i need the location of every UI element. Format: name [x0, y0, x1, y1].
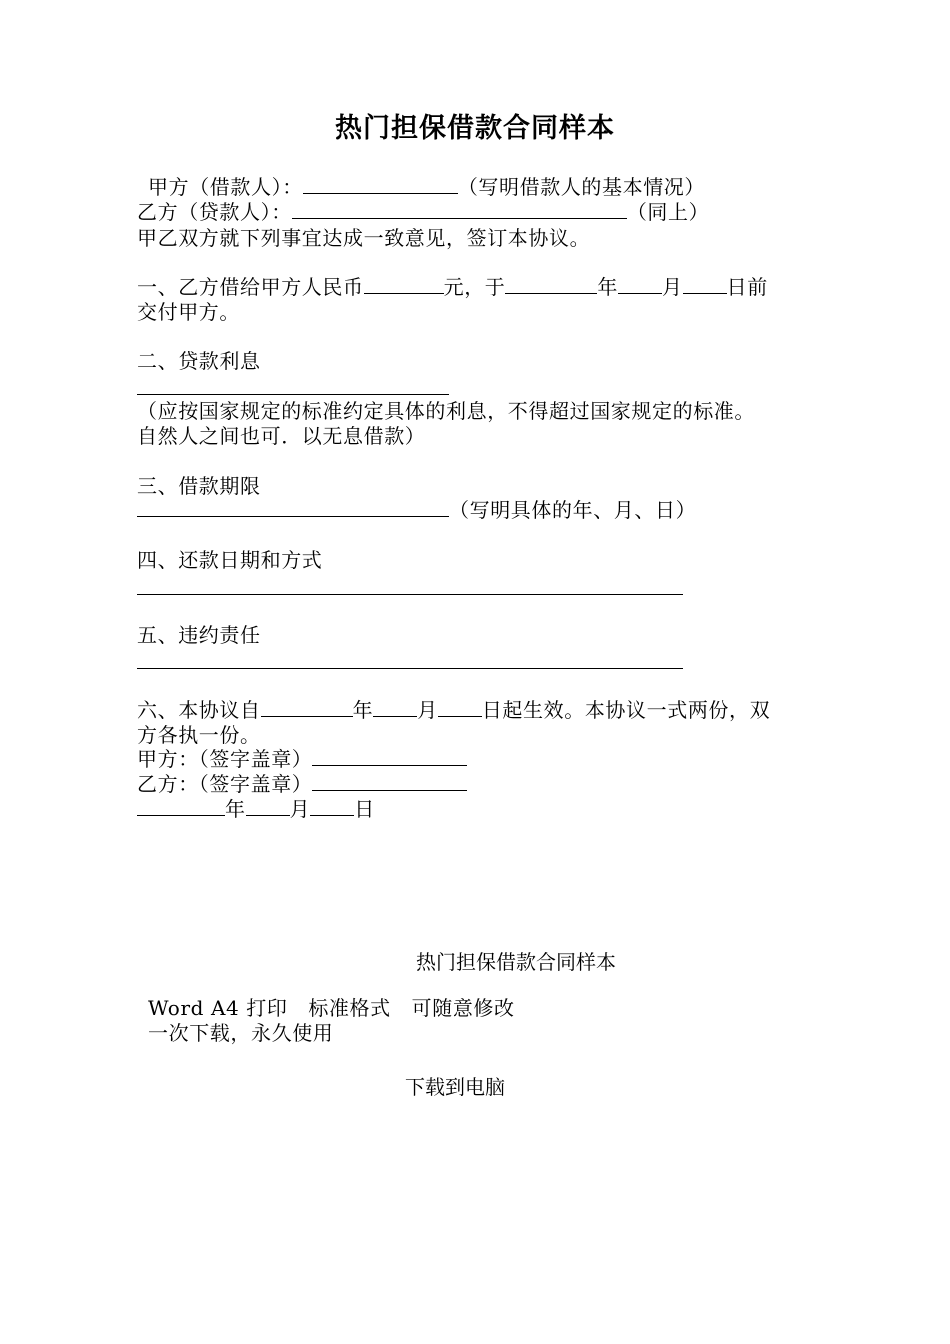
document-title: 热门担保借款合同样本	[335, 113, 615, 144]
section-1-day: 日前	[726, 275, 768, 299]
footer-title: 热门担保借款合同样本	[416, 950, 616, 974]
section-3-note: （写明具体的年、月、日）	[449, 498, 697, 522]
section-3-line	[137, 498, 696, 522]
sign-day: 日	[354, 797, 375, 821]
effective-year-blank	[261, 698, 353, 717]
section-2-note-1: （应按国家规定的标准约定具体的利息，不得超过国家规定的标准。	[137, 399, 755, 423]
section-5-blank	[137, 668, 683, 669]
section-1-year: 年	[597, 275, 619, 299]
signature-b-line	[137, 772, 467, 796]
section-6-text-a: 六、本协议自	[137, 698, 261, 722]
section-2-title: 二、贷款利息	[137, 349, 261, 373]
signature-b-label: 乙方：（签字盖章）	[137, 772, 313, 796]
signature-date-line	[137, 797, 375, 821]
footer-features: Word A4 打印 标准格式 可随意修改	[148, 996, 515, 1020]
party-a-note: （写明借款人的基本情况）	[457, 175, 706, 199]
party-a-label: 甲方（借款人）：	[148, 175, 303, 199]
party-b-line	[137, 200, 709, 224]
party-b-label: 乙方（贷款人）：	[137, 200, 292, 224]
signature-a-line	[137, 747, 467, 771]
section-5-title: 五、违约责任	[137, 623, 261, 647]
section-4-blank	[137, 594, 683, 595]
download-button[interactable]: 下载到电脑	[405, 1075, 505, 1099]
effective-month-blank	[373, 698, 417, 717]
signature-b-blank	[312, 772, 467, 791]
section-2-blank	[137, 394, 449, 395]
section-6-line	[137, 698, 770, 722]
section-1-line	[137, 275, 768, 299]
section-1-text-a: 一、乙方借给甲方人民币	[137, 275, 364, 299]
section-6-text-b: 日起生效。本协议一式两份，双	[481, 698, 771, 722]
party-a-blank	[303, 175, 458, 194]
section-6-continued: 方各执一份。	[137, 723, 261, 747]
effective-day-blank	[438, 698, 482, 717]
signature-a-label: 甲方：（签字盖章）	[137, 747, 313, 771]
section-1-text-b: 元，于	[443, 275, 506, 299]
section-3-blank	[137, 498, 449, 517]
section-1-continued: 交付甲方。	[137, 300, 240, 324]
section-6-year: 年	[352, 698, 374, 722]
section-2-note-2: 自然人之间也可．以无息借款）	[137, 424, 426, 448]
sign-day-blank	[310, 797, 354, 816]
signature-a-blank	[312, 747, 467, 766]
section-3-title: 三、借款期限	[137, 474, 261, 498]
year-blank	[505, 275, 597, 294]
party-a-line	[148, 175, 705, 199]
month-blank	[618, 275, 662, 294]
party-b-blank	[292, 200, 627, 219]
sign-year: 年	[225, 797, 246, 821]
footer-usage: 一次下载，永久使用	[148, 1021, 334, 1045]
sign-month-blank	[246, 797, 290, 816]
party-b-note: （同上）	[626, 200, 710, 224]
section-1-month: 月	[662, 275, 683, 299]
section-4-title: 四、还款日期和方式	[137, 548, 323, 572]
sign-year-blank	[137, 797, 225, 816]
amount-blank	[364, 275, 444, 294]
day-blank	[683, 275, 727, 294]
intro: 甲乙双方就下列事宜达成一致意见，签订本协议。	[137, 226, 591, 250]
sign-month: 月	[289, 797, 311, 821]
section-6-month: 月	[417, 698, 438, 722]
